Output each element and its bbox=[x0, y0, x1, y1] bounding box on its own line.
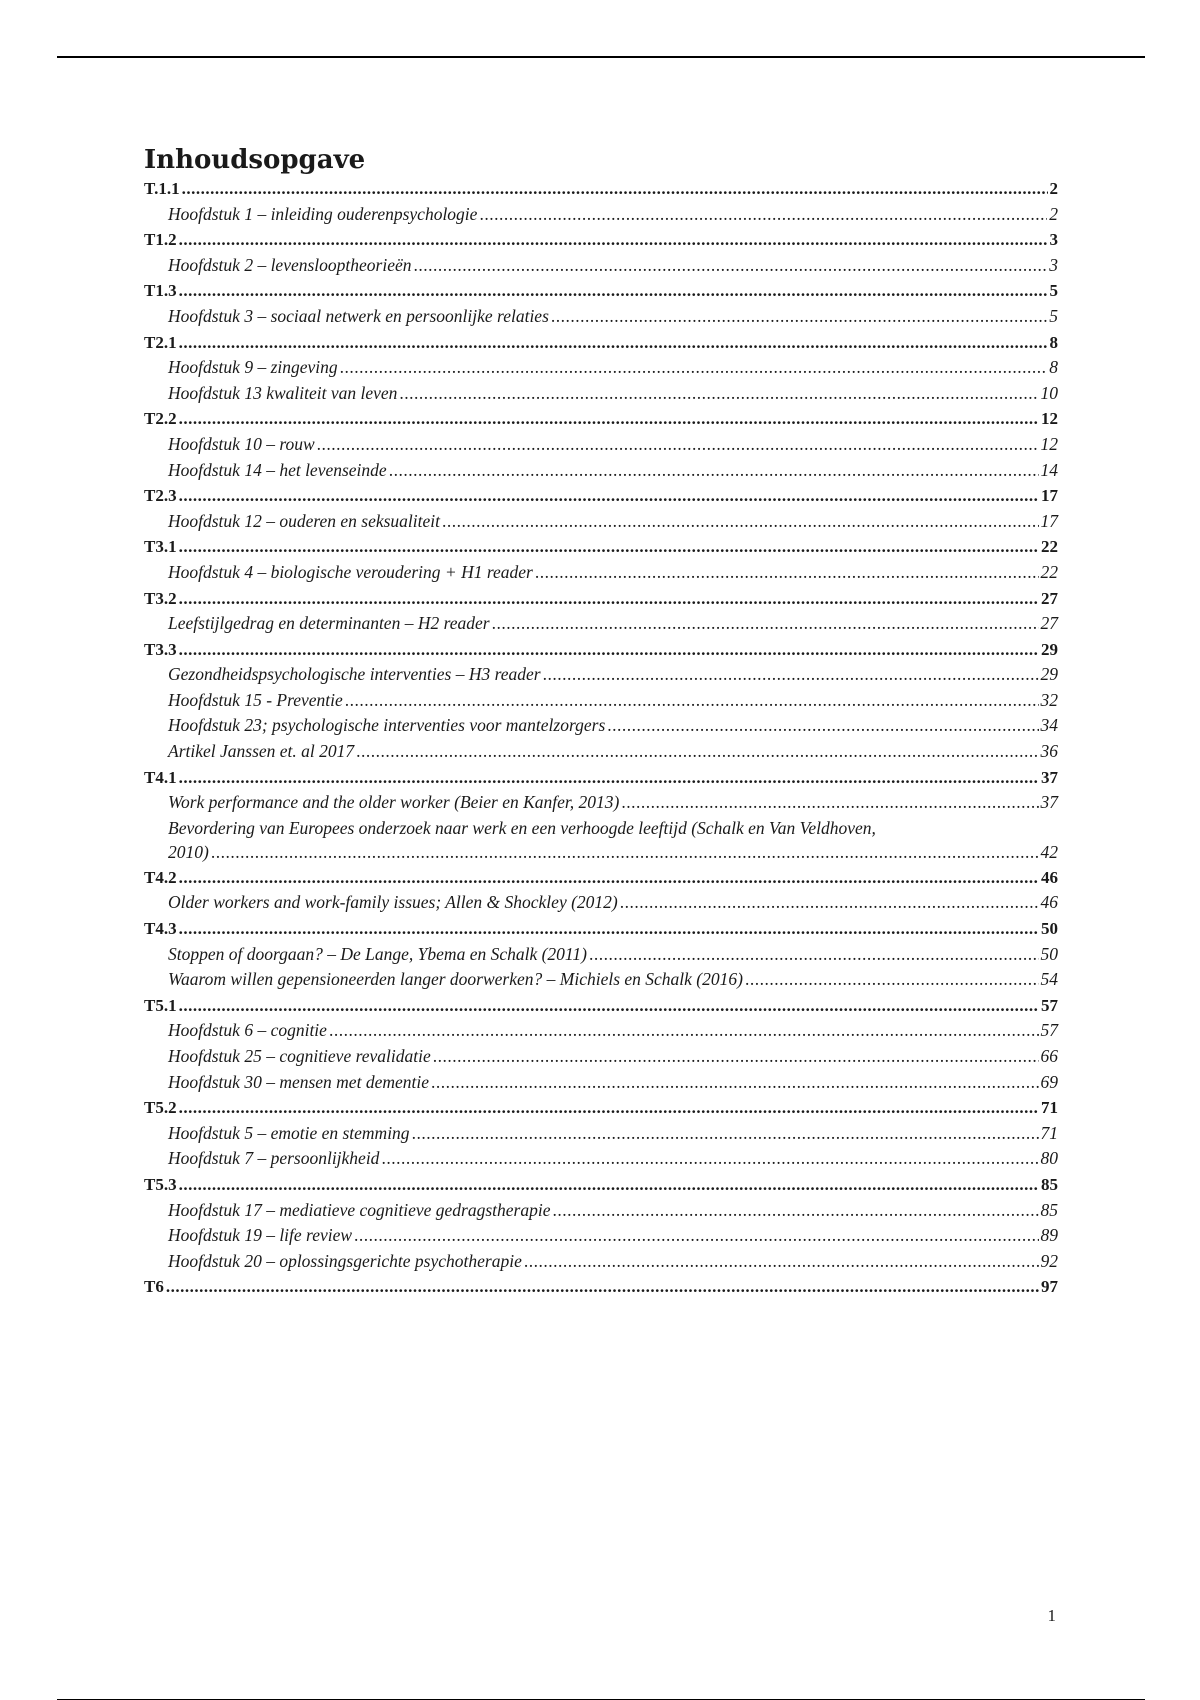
toc-entry-label: T.1.1 bbox=[144, 179, 180, 198]
toc-page-number: 66 bbox=[1040, 1046, 1058, 1066]
toc-leader-dots bbox=[179, 406, 1039, 432]
toc-leader-dots bbox=[354, 1223, 1038, 1249]
toc-leader-dots bbox=[179, 637, 1039, 663]
toc-section-entry[interactable] bbox=[144, 865, 1058, 891]
toc-page-number: 14 bbox=[1040, 459, 1058, 480]
toc-leader-dots bbox=[524, 1249, 1039, 1275]
toc-page-number: 12 bbox=[1041, 409, 1058, 429]
toc-section-entry[interactable] bbox=[144, 534, 1058, 560]
toc-entry-label: Hoofdstuk 15 - Preventie bbox=[168, 689, 343, 710]
toc-chapter-entry[interactable] bbox=[144, 560, 1058, 586]
toc-page-number: 17 bbox=[1040, 510, 1058, 531]
toc-chapter-entry[interactable] bbox=[144, 304, 1058, 330]
toc-chapter-entry[interactable] bbox=[144, 1249, 1058, 1275]
toc-entry-label: Hoofdstuk 4 – biologische veroudering + H1 reader bbox=[168, 561, 533, 582]
toc-page-number: 97 bbox=[1041, 1277, 1058, 1297]
toc-chapter-entry[interactable] bbox=[144, 967, 1058, 993]
toc-chapter-entry[interactable] bbox=[144, 713, 1058, 739]
toc-page-number: 2 bbox=[1049, 203, 1058, 224]
toc-leader-dots bbox=[179, 278, 1048, 304]
toc-page-number: 57 bbox=[1041, 995, 1058, 1015]
toc-page-number: 27 bbox=[1040, 613, 1058, 634]
toc-leader-dots bbox=[543, 662, 1039, 688]
toc-entry-label: Hoofdstuk 25 – cognitieve revalidatie bbox=[168, 1046, 431, 1066]
toc-page-number: 37 bbox=[1041, 767, 1058, 787]
toc-page-number: 80 bbox=[1040, 1148, 1058, 1169]
toc-leader-dots bbox=[621, 790, 1038, 816]
toc-page-number: 89 bbox=[1040, 1225, 1058, 1246]
toc-entry-label: Hoofdstuk 7 – persoonlijkheid bbox=[168, 1148, 380, 1169]
toc-page-number: 92 bbox=[1040, 1250, 1058, 1271]
toc-leader-dots bbox=[433, 1044, 1039, 1070]
toc-entry-label: T3.3 bbox=[144, 639, 177, 659]
toc-leader-dots bbox=[340, 355, 1048, 381]
toc-entry-label: T4.3 bbox=[144, 919, 177, 939]
toc-page-number: 8 bbox=[1049, 332, 1058, 352]
toc-entry-label: T4.2 bbox=[144, 867, 177, 887]
toc-section-entry[interactable] bbox=[144, 765, 1058, 791]
toc-entry-label: Hoofdstuk 1 – inleiding ouderenpsychologie bbox=[168, 203, 478, 224]
toc-chapter-entry[interactable] bbox=[144, 688, 1058, 714]
toc-page-number: 22 bbox=[1040, 561, 1058, 582]
toc-entry-label: T5.1 bbox=[144, 995, 177, 1015]
toc-leader-dots bbox=[412, 1121, 1039, 1147]
toc-leader-dots bbox=[317, 432, 1039, 458]
toc-entry-label: Hoofdstuk 14 – het levenseinde bbox=[168, 459, 387, 480]
toc-page-number: 22 bbox=[1041, 537, 1058, 557]
toc-chapter-entry[interactable] bbox=[144, 1223, 1058, 1249]
toc-entry-label: Older workers and work-family issues; Allen & Shockley (2012) bbox=[168, 892, 618, 913]
toc-chapter-entry[interactable] bbox=[144, 662, 1058, 688]
toc-entry-label: T3.1 bbox=[144, 537, 177, 557]
toc-page-number: 29 bbox=[1040, 664, 1058, 685]
toc-entry-label: Hoofdstuk 6 – cognitie bbox=[168, 1020, 327, 1041]
toc-leader-dots bbox=[356, 739, 1038, 765]
toc-entry-label: Hoofdstuk 13 kwaliteit van leven bbox=[168, 382, 398, 403]
toc-leader-dots bbox=[179, 483, 1039, 509]
toc-leader-dots bbox=[345, 688, 1039, 714]
toc-chapter-entry[interactable] bbox=[144, 816, 1058, 865]
toc-page-number: 17 bbox=[1041, 486, 1058, 506]
toc-entry-label: T2.2 bbox=[144, 409, 177, 429]
toc-entry-label: T1.3 bbox=[144, 281, 177, 301]
toc-entry-label: T5.2 bbox=[144, 1098, 177, 1118]
toc-page-number: 57 bbox=[1040, 1020, 1058, 1041]
toc-entry-label: Work performance and the older worker (Beier en Kanfer, 2013) bbox=[168, 792, 620, 813]
toc-entry-label: T5.3 bbox=[144, 1174, 177, 1194]
toc-section-entry[interactable] bbox=[144, 916, 1058, 942]
toc-chapter-entry[interactable] bbox=[144, 1070, 1058, 1096]
toc-chapter-entry[interactable] bbox=[144, 790, 1058, 816]
toc-entry-label: T6 bbox=[144, 1277, 164, 1297]
toc-chapter-entry[interactable] bbox=[144, 890, 1058, 916]
toc-entry-label: Waarom willen gepensioneerden langer doorwerken? – Michiels en Schalk (2016) bbox=[168, 969, 743, 990]
toc-section-entry[interactable] bbox=[144, 1172, 1058, 1198]
toc-leader-dots bbox=[179, 586, 1039, 612]
toc-page-number: 46 bbox=[1041, 867, 1058, 887]
toc-leader-dots bbox=[381, 1146, 1038, 1172]
toc-section-entry[interactable] bbox=[144, 993, 1058, 1019]
toc-leader-dots bbox=[535, 560, 1039, 586]
toc-chapter-entry[interactable] bbox=[144, 458, 1058, 484]
toc-entry-label: Hoofdstuk 17 – mediatieve cognitieve gedragstherapie bbox=[168, 1199, 551, 1220]
toc-section-entry[interactable] bbox=[144, 483, 1058, 509]
toc-entry-label: Stoppen of doorgaan? – De Lange, Ybema en Schalk (2011) bbox=[168, 943, 587, 964]
toc-page-number: 5 bbox=[1049, 281, 1058, 301]
toc-leader-dots bbox=[745, 967, 1039, 993]
toc-section-entry[interactable] bbox=[144, 637, 1058, 663]
toc-leader-dots bbox=[179, 227, 1048, 253]
toc-entry-label: Hoofdstuk 20 – oplossingsgerichte psychotherapie bbox=[168, 1250, 522, 1271]
toc-leader-dots bbox=[551, 304, 1047, 330]
toc-page-number: 54 bbox=[1040, 969, 1058, 990]
toc-section-entry[interactable] bbox=[144, 1274, 1058, 1300]
toc-leader-dots bbox=[179, 765, 1039, 791]
toc-page-number: 37 bbox=[1040, 792, 1058, 813]
toc-chapter-entry[interactable] bbox=[144, 1198, 1058, 1224]
toc-page-number: 3 bbox=[1049, 254, 1058, 275]
toc-chapter-entry[interactable] bbox=[144, 942, 1058, 968]
toc-chapter-entry[interactable] bbox=[144, 253, 1058, 279]
toc-section-entry[interactable] bbox=[144, 176, 1058, 202]
toc-page-number: 50 bbox=[1041, 919, 1058, 939]
toc-leader-dots bbox=[166, 1274, 1039, 1300]
toc-leader-dots bbox=[552, 1198, 1038, 1224]
toc-leader-dots bbox=[211, 840, 1039, 865]
toc-page-number: 85 bbox=[1041, 1174, 1058, 1194]
toc-leader-dots bbox=[182, 176, 1048, 202]
toc-entry-label: Hoofdstuk 10 – rouw bbox=[168, 433, 315, 454]
toc-entry-label: Hoofdstuk 30 – mensen met dementie bbox=[168, 1071, 429, 1092]
toc-page-number: 71 bbox=[1040, 1122, 1058, 1143]
toc-entry-label: Hoofdstuk 19 – life review bbox=[168, 1225, 353, 1246]
toc-entry-label: Leefstijlgedrag en determinanten – H2 reader bbox=[168, 613, 490, 634]
toc-page-number: 46 bbox=[1040, 892, 1058, 913]
toc-page-number: 29 bbox=[1041, 639, 1058, 659]
toc-section-entry[interactable] bbox=[144, 278, 1058, 304]
toc-page-number: 8 bbox=[1049, 357, 1058, 378]
toc-leader-dots bbox=[179, 534, 1039, 560]
toc-leader-dots bbox=[607, 713, 1038, 739]
toc-chapter-entry[interactable] bbox=[144, 432, 1058, 458]
toc-chapter-entry[interactable] bbox=[144, 1018, 1058, 1044]
toc-entry-label: T1.2 bbox=[144, 230, 177, 250]
toc-page-number: 71 bbox=[1041, 1098, 1058, 1118]
page-content bbox=[144, 144, 1058, 1300]
toc-leader-dots bbox=[179, 1172, 1039, 1198]
toc-page-number: 32 bbox=[1040, 689, 1058, 710]
toc-leader-dots bbox=[414, 253, 1048, 279]
toc-chapter-entry[interactable] bbox=[144, 202, 1058, 228]
toc-entry-continuation bbox=[168, 840, 1058, 865]
toc-leader-dots bbox=[620, 890, 1039, 916]
toc-page-number: 5 bbox=[1049, 305, 1058, 326]
toc-page-number: 50 bbox=[1040, 943, 1058, 964]
toc-entry-label: Hoofdstuk 5 – emotie en stemming bbox=[168, 1122, 410, 1143]
page-number: 1 bbox=[1047, 1606, 1056, 1625]
toc-leader-dots bbox=[389, 458, 1039, 484]
toc-page-number: 12 bbox=[1040, 433, 1058, 454]
toc-chapter-entry[interactable] bbox=[144, 611, 1058, 637]
toc-page-number: 2 bbox=[1049, 179, 1058, 198]
toc-entry-label: Gezondheidspsychologische interventies – H3 reader bbox=[168, 664, 541, 685]
toc-leader-dots bbox=[589, 942, 1039, 968]
toc-leader-dots bbox=[179, 865, 1039, 891]
header-rule bbox=[57, 56, 1145, 58]
toc-entry-label: T4.1 bbox=[144, 767, 177, 787]
toc-chapter-entry[interactable] bbox=[144, 509, 1058, 535]
toc-entry-label: Hoofdstuk 23; psychologische interventies voor mantelzorgers bbox=[168, 715, 606, 736]
toc-page-number: 85 bbox=[1040, 1199, 1058, 1220]
toc-entry-label: T3.2 bbox=[144, 588, 177, 608]
toc-leader-dots bbox=[492, 611, 1039, 637]
toc-page-number: 36 bbox=[1040, 741, 1058, 762]
toc-page-number: 3 bbox=[1049, 230, 1058, 250]
toc-page-number: 10 bbox=[1040, 382, 1058, 403]
toc-section-entry[interactable] bbox=[144, 406, 1058, 432]
toc-leader-dots bbox=[431, 1070, 1039, 1096]
toc-section-entry[interactable] bbox=[144, 227, 1058, 253]
toc-entry-label: Bevordering van Europees onderzoek naar werk en een verhoogde leeftijd (Schalk en Van Veldhoven, bbox=[168, 817, 876, 838]
toc-entry-label: Hoofdstuk 12 – ouderen en seksualiteit bbox=[168, 510, 441, 531]
toc-entry-label: Hoofdstuk 3 – sociaal netwerk en persoonlijke relaties bbox=[168, 305, 549, 326]
toc-chapter-entry[interactable] bbox=[144, 1121, 1058, 1147]
toc-leader-dots bbox=[179, 330, 1048, 356]
toc-chapter-entry[interactable] bbox=[144, 355, 1058, 381]
toc-section-entry[interactable] bbox=[144, 586, 1058, 612]
toc-leader-dots bbox=[179, 1095, 1039, 1121]
toc-leader-dots bbox=[179, 916, 1039, 942]
toc-chapter-entry[interactable] bbox=[144, 739, 1058, 765]
toc-chapter-entry[interactable] bbox=[144, 381, 1058, 407]
toc-chapter-entry[interactable] bbox=[144, 1146, 1058, 1172]
toc-leader-dots bbox=[479, 202, 1047, 228]
toc-leader-dots bbox=[399, 381, 1038, 407]
toc-entry-label: T2.3 bbox=[144, 486, 177, 506]
page-title: Inhoudsopgave bbox=[144, 145, 366, 175]
toc-entry-label-continued: 2010) bbox=[168, 842, 209, 863]
toc-entry-label: Hoofdstuk 9 – zingeving bbox=[168, 357, 338, 378]
toc-page-number: 27 bbox=[1041, 588, 1058, 608]
toc-page-number: 42 bbox=[1040, 842, 1058, 863]
table-of-contents bbox=[144, 176, 1058, 1300]
toc-entry-label: Artikel Janssen et. al 2017 bbox=[168, 741, 355, 762]
toc-leader-dots bbox=[329, 1018, 1039, 1044]
toc-leader-dots bbox=[442, 509, 1038, 535]
toc-page-number: 69 bbox=[1040, 1071, 1058, 1092]
toc-section-entry[interactable] bbox=[144, 330, 1058, 356]
toc-page-number: 34 bbox=[1040, 715, 1058, 736]
toc-entry-label: Hoofdstuk 2 – levenslooptheorieën bbox=[168, 254, 412, 275]
toc-section-entry[interactable] bbox=[144, 1095, 1058, 1121]
toc-entry-label: T2.1 bbox=[144, 332, 177, 352]
toc-leader-dots bbox=[179, 993, 1039, 1019]
toc-chapter-entry[interactable] bbox=[144, 1044, 1058, 1070]
